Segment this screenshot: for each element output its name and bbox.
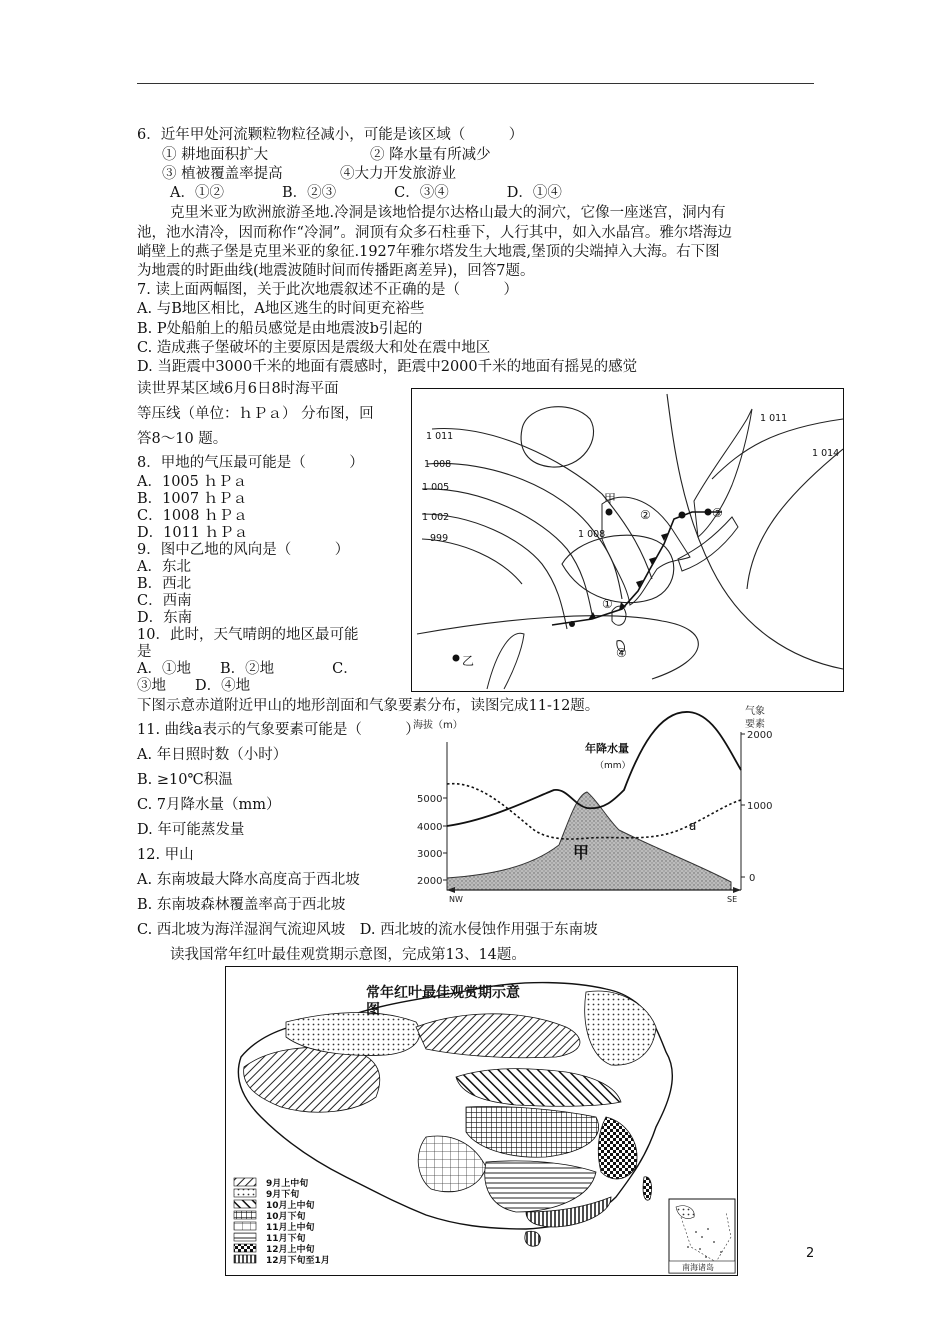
header-rule [137,83,814,84]
isobar-label-1011-right: 1 011 [760,413,788,424]
inset-label: 南海诸岛 [682,1263,714,1272]
isobar-label-1014: 1 014 [812,448,840,459]
legend-label-5: 11月上中旬 [266,1223,315,1233]
left-tick-3000: 3000 [417,849,443,860]
q6-option-4: ④大力开发旅游业 [340,166,456,182]
location-mark-4: ④ [616,646,627,660]
q6-option-2: ② 降水量有所减少 [370,147,491,163]
precip-curve-unit: （mm） [595,761,631,771]
legend-label-1: 9月上中旬 [266,1179,309,1189]
left-axis-title: 海拔（m） [413,720,463,731]
legend-label-2: 9月下旬 [266,1190,300,1200]
passage7-line3: 峭壁上的燕子堡是克里米亚的象征.1927年雅尔塔发生大地震,堡顶的尖端掉入大海。右下图 [137,244,720,260]
q8-option-d: D．1011 ｈＰａ [137,525,249,541]
location-mark-1: ① [602,597,613,611]
right-tick-2000: 2000 [747,730,773,741]
location-mark-3: ③ [712,506,723,520]
q9-option-d: D．东南 [137,610,193,626]
left-tick-5000: 5000 [417,794,443,805]
q6-stem: 6．近年甲处河流颗粒物粒径减小，可能是该区域（ ） [137,127,524,143]
q12-option-cd: C. 西北坡为海洋湿润气流迎风坡 D. 西北坡的流水侵蚀作用强于东南坡 [137,922,598,938]
right-tick-1000: 1000 [747,801,773,812]
q11-option-a: A. 年日照时数（小时） [137,747,288,763]
q6-option-3: ③ 植被覆盖率提高 [162,166,283,182]
direction-nw: NW [449,895,463,904]
isobar-label-1008-mid: 1 008 [578,529,606,540]
q10-stem-2: 是 [137,644,152,660]
right-axis-title-1: 气象 [745,706,765,717]
curve-a-label: a [689,819,697,833]
intro8-line3: 答8～10 题。 [137,431,228,447]
red-leaf-map [225,966,738,1276]
q6-choices: A．①② B．②③ C．③④ D．①④ [170,185,562,201]
q7-option-a: A. 与B地区相比，A地区逃生的时间更充裕些 [137,301,425,317]
q11-option-b: B. ≥10℃积温 [137,772,233,788]
precip-curve-label: 年降水量 [585,742,629,755]
passage7-line4: 为地震的时距曲线(地震波随时间而传播距离差异)，回答7题。 [137,263,535,279]
right-tick-0: 0 [749,873,756,884]
q8-option-b: B．1007 ｈＰａ [137,491,248,507]
q7-option-d: D. 当距震中3000千米的地面有震感时，距震中2000千米的地面有摇晃的感觉 [137,359,638,375]
legend-label-4: 10月下旬 [266,1212,306,1222]
legend-label-6: 11月下旬 [266,1234,306,1244]
passage7-line1: 克里米亚为欧洲旅游圣地.冷洞是该地恰提尔达格山最大的洞穴，它像一座迷宫，洞内有 [170,205,726,221]
map-title-line1: 常年红叶最佳观赏期示意 [366,985,520,1001]
q9-option-b: B．西北 [137,576,192,592]
q10-options-1: A．①地 B．②地 C． [137,661,358,677]
passage7-line2: 池，池水清冷，因而称作“冷洞”。洞顶有众多石柱垂下，人行其中，如入水晶宫。雅尔塔海边 [137,225,732,241]
legend-label-8: 12月下旬至1月 [266,1256,330,1266]
profile-chart [409,700,781,910]
isobar-label-999: 999 [430,533,449,544]
location-yi-label: 乙 [462,654,475,668]
q12-option-b: B. 东南坡森林覆盖率高于西北坡 [137,897,346,913]
mountain-jia-label: 甲 [573,843,590,862]
intro11: 下图示意赤道附近甲山的地形剖面和气象要素分布，读图完成11-12题。 [137,698,600,714]
intro13: 读我国常年红叶最佳观赏期示意图，完成第13、14题。 [170,947,526,963]
location-mark-2: ② [640,508,651,522]
direction-se: SE [727,895,738,904]
q12-option-a: A. 东南坡最大降水高度高于西北坡 [137,872,360,888]
map-title-line2: 图 [366,1002,380,1018]
q9-option-c: C．西南 [137,593,192,609]
intro8-line2: 等压线（单位：ｈＰａ） 分布图，回 [137,406,374,422]
legend-label-3: 10月上中旬 [266,1201,315,1211]
isobar-label-1002: 1 002 [422,512,450,523]
q10-stem-1: 10．此时，天气晴朗的地区最可能 [137,627,359,643]
q7-option-b: B. P处船舶上的船员感觉是由地震波b引起的 [137,321,423,337]
q9-stem: 9．图中乙地的风向是（ ） [137,542,350,558]
q10-options-2: ③地 D．④地 [137,678,251,694]
left-tick-2000: 2000 [417,876,443,887]
isobar-map [411,388,844,692]
q11-option-c: C. 7月降水量（mm） [137,797,281,813]
q8-stem: 8．甲地的气压最可能是（ ） [137,455,364,471]
intro8-line1: 读世界某区域6月6日8时海平面 [137,381,339,397]
location-jia-label: 甲 [604,492,617,506]
page-number: 2 [806,1246,815,1261]
legend-label-7: 12月上中旬 [266,1245,315,1255]
q9-option-a: A．东北 [137,559,191,575]
q7-option-c: C. 造成燕子堡破坏的主要原因是震级大和处在震中地区 [137,340,491,356]
isobar-label-1005: 1 005 [422,482,450,493]
isobar-label-1011-left: 1 011 [426,431,454,442]
q11-stem: 11. 曲线a表示的气象要素可能是（ ） [137,722,420,738]
q11-option-d: D. 年可能蒸发量 [137,822,245,838]
q6-option-1: ① 耕地面积扩大 [162,147,269,163]
q8-option-c: C．1008 ｈＰａ [137,508,248,524]
q7-stem: 7. 读上面两幅图，关于此次地震叙述不正确的是（ ） [137,282,518,298]
q12-stem: 12. 甲山 [137,847,194,863]
q8-option-a: A．1005 ｈＰａ [137,474,247,490]
isobar-label-1008-left: 1 008 [424,459,452,470]
right-axis-title-2: 要素 [745,719,765,730]
left-tick-4000: 4000 [417,822,443,833]
